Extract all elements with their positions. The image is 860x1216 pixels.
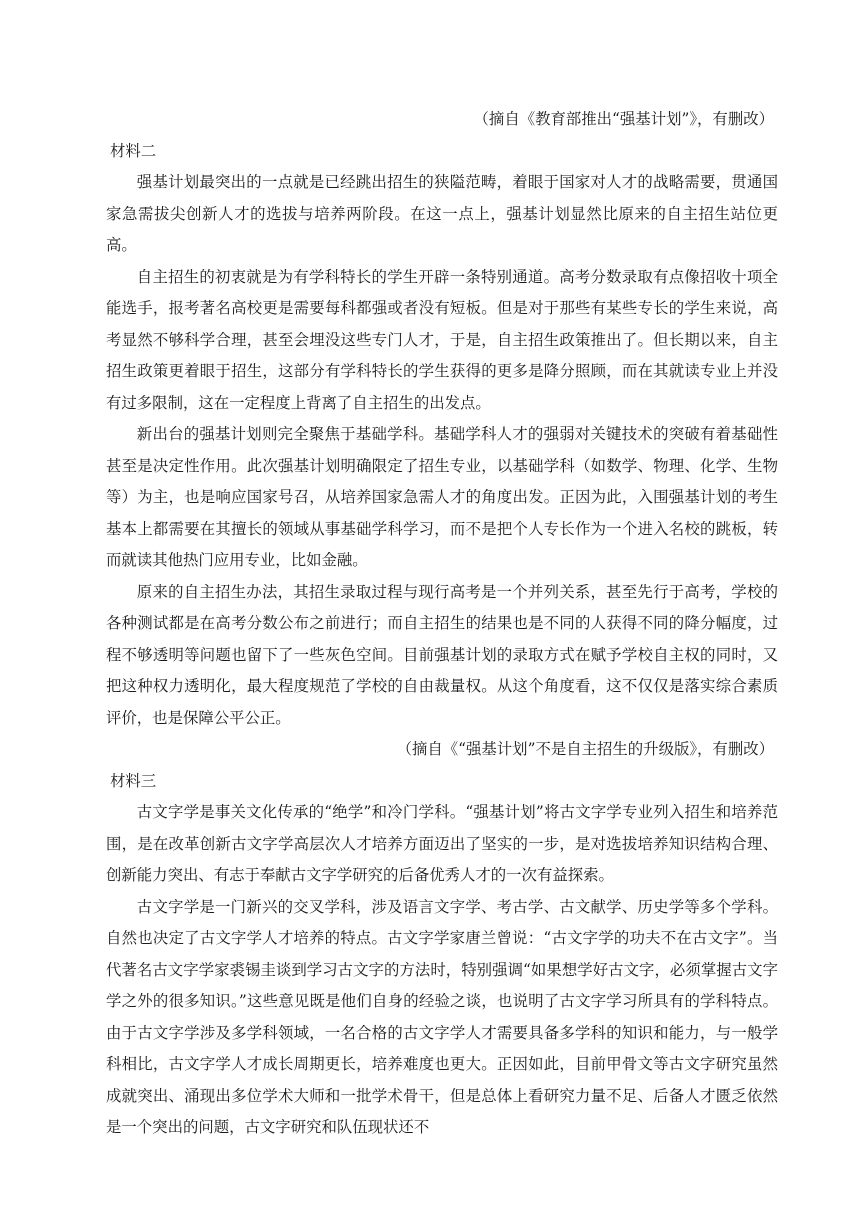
paragraph-4: 原来的自主招生办法，其招生录取过程与现行高考是一个并列关系，甚至先行于高考，学校的各种测试都是在高考分数公布之前进行；而自主招生的结果也是不同的人获得不同的降分幅度，过程不够透明等问题也留下了一些灰色空间。目前强基计划的录取方式在赋予学校自主权的同时，又把这种权力透明化，最大程度规范了学校的自由裁量权。从这个角度看，这不仅仅是落实综合素质评价，也是保障公平公正。: [106, 582, 778, 727]
document-page: [106, 104, 778, 1144]
paragraph-6: 古文字学是一门新兴的交叉学科，涉及语言文字学、考古学、古文献学、历史学等多个学科。自然也决定了古文字学人才培养的特点。古文字学家唐兰曾说：“古文字学的功夫不在古文字”。当代著名古文字学家裘锡圭谈到学习古文字的方法时，特别强调“如果想学好古文字，必须掌握古文字学之外的很多知识。”这些意见既是他们自身的经验之谈，也说明了古文字学习所具有的学科特点。由于古文字学涉及多学科领域，一名合格的古文字学人才需要具备多学科的知识和能力，与一般学科相比，古文字学人才成长周期更长，培养难度也更大。正因如此，目前甲骨文等古文字研究虽然成就突出、涌现出多位学术大师和一批学术骨干，但是总体上看研究力量不足、后备人才匮乏依然是一个突出的问题，古文字研究和队伍现状还不: [106, 897, 778, 1136]
paragraph-1: 强基计划最突出的一点就是已经跳出招生的狭隘范畴，着眼于国家对人才的战略需要，贯通国家急需拔尖创新人才的选拔与培养两阶段。在这一点上，强基计划显然比原来的自主招生站位更高。: [106, 173, 778, 254]
paragraph-3: 新出台的强基计划则完全聚焦于基础学科。基础学科人才的强弱对关键技术的突破有着基础性甚至是决定性作用。此次强基计划明确限定了招生专业，以基础学科（如数学、物理、化学、生物等）为主，也是响应国家号召，从培养国家急需人才的角度出发。正因为此，入围强基计划的考生基本上都需要在其擅长的领域从事基础学科学习，而不是把个人专长作为一个进入名校的跳板，转而就读其他热门应用专业，比如金融。: [106, 425, 778, 569]
paragraph-5: 古文字学是事关文化传承的“绝学”和冷门学科。“强基计划”将古文字学专业列入招生和培养范围，是在改革创新古文字学高层次人才培养方面迈出了坚实的一步，是对选拔培养知识结构合理、创新能力突出、有志于奉献古文字学研究的后备优秀人才的一次有益探索。: [106, 803, 778, 884]
paragraph-2: 自主招生的初衷就是为有学科特长的学生开辟一条特别通道。高考分数录取有点像招收十项全能选手，报考著名高校更是需要每科都强或者没有短板。但是对于那些有某些专长的学生来说，高考显然不够科学合理，甚至会埋没这些专门人才，于是，自主招生政策推出了。但长期以来，自主招生政策更着眼于招生，这部分有学科特长的学生获得的更多是降分照顾，而在其就读专业上并没有过多限制，这在一定程度上背离了自主招生的出发点。: [106, 267, 778, 412]
source-citation-2: （摘自《“强基计划”不是自主招生的升级版》，有删改）: [396, 740, 774, 758]
section-heading-material-3: 材料三: [110, 771, 157, 790]
source-citation-1: （摘自《教育部推出“强基计划”》，有删改）: [473, 110, 774, 128]
section-heading-material-2: 材料二: [110, 141, 157, 160]
